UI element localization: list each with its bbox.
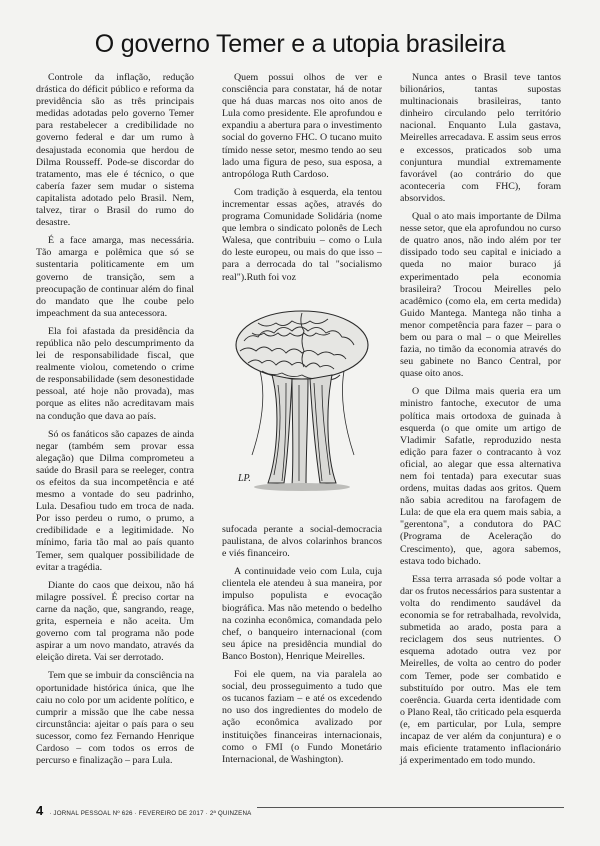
paragraph: Diante do caos que deixou, não há milagre possível. É preciso cortar na carne da nação, que, sangrando, reage, grita, esperneia e não aceita. Um governo com tal programa não pode aspirar a um novo mandato, através da eleição direta. Vai ser derrotado. xyxy=(36,579,194,664)
article-column-2-lower xyxy=(222,524,382,772)
article-column-1 xyxy=(36,72,194,773)
publication-info: · JORNAL PESSOAL Nº 626 · FEVEREIRO DE 2017 · 2ª QUINZENA xyxy=(49,810,252,817)
paragraph: Essa terra arrasada só pode voltar a dar os frutos necessários para sustentar a volta do rendimento saudável da economia se for retrabalhada, revolvida, submetida ao arado, posta para a reciclagem dos seus nutrientes. O esquema adotado outra vez por Meirelles, de volta ao centro do poder com Temer, pode ser combatido e substituído por outro. Mas ele tem coerência. Guarda certa identidade com o Plano Real, tão criticado pela esquerda (e, em particular, por Lula, sempre incapaz de ver além da conjuntura) e o mais eficiente tratamento inflacionário já experimentado em todo mundo. xyxy=(400,573,561,767)
brain-tree-illustration xyxy=(222,305,382,513)
paragraph: sufocada perante a social-democracia paulistana, de alvos colarinhos brancos e viés financeiro. xyxy=(222,524,382,560)
paragraph: O que Dilma mais queria era um ministro fantoche, executor de uma política mais ortodoxa de guinada à esquerda (o que omite um artigo de Vladimir Safatle, reproduzido nesta edição para fazer o contracanto à voz oficial, ao alegar que essa alternativa nem foi tentada) para executar suas ordens, muitas dadas aos gritos. Quem não sabia acreditou na farofagem de Lula: de que ela era quem mais sabia, a "gerentona", a condutora do PAC (Programa de Aceleração do Crescimento), que, agora sabemos, estava todo bichado. xyxy=(400,386,561,567)
paragraph: Tem que se imbuir da consciência na oportunidade histórica única, que lhe caiu no colo por um acidente político, e cumprir a missão que lhe cabe nessa circunstância: ajeitar o país para o seu sucessor, como fez Fernando Henrique Cardoso – com todos os erros de percurso e finalização – para Lula. xyxy=(36,670,194,767)
page-footer xyxy=(36,803,257,819)
paragraph: Ela foi afastada da presidência da república não pelo descumprimento da lei de responsabilidade fiscal, que realmente violou, cometendo o crime de responsabilidade (sem desonestidade pessoal, até hoje não provada), mas porque as elites não acreditavam mais na condução que dava ao país. xyxy=(36,325,194,422)
artist-signature: LP. xyxy=(238,473,251,484)
page-number: 4 xyxy=(36,803,44,818)
article-title: O governo Temer e a utopia brasileira xyxy=(94,30,506,58)
paragraph: Quem possui olhos de ver e consciência para constatar, há de notar que há duas marcas nos oito anos de Lula como presidente. Ele aprofundou e expandiu a abertura para o investimento social do governo FHC. O tucano muito tímido nesse setor, mesmo tendo ao seu lado uma figura de peso, sua esposa, a antropóloga Ruth Cardoso. xyxy=(222,72,382,180)
paragraph: Com tradição à esquerda, ela tentou incrementar essas ações, através do programa Comunidade Solidária (nome que lembra o sindicato polonês de Lech Walesa, que contribuiu – como o Lula do leste europeu, ou mais do que isso – para a derrocada do tal "socialismo real").Ruth foi voz xyxy=(222,186,382,283)
paragraph: É a face amarga, mas necessária. Tão amarga e polêmica que só se sustentaria politicamente em um governo de transição, sem a preocupação de continuar além do final do mandato que lhe coube pelo impeachment da sua antecessora. xyxy=(36,235,194,319)
paragraph: Foi ele quem, na via paralela ao social, deu prosseguimento a tudo que os tucanos faziam – e até os excedendo no uso dos ingredientes do modelo de ação econômica avalizado por instituições financeiras internacionais, como o FMI (o Fundo Monetário Internacional, de Washington). xyxy=(222,669,382,765)
paragraph: A continuidade veio com Lula, cuja clientela ele atendeu à sua maneira, por impulso populista e evocação biográfica. Mas não metendo o bedelho na cozinha econômica, comandada pelo chef, o banqueiro internacional (com seu ápice na presidência mundial do Banco Boston), Henrique Meirelles. xyxy=(222,566,382,662)
article-column-3 xyxy=(400,72,561,773)
paragraph: Controle da inflação, redução drástica do déficit público e reforma da previdência são as três principais medidas adotadas pelo governo Temer para restabelecer a credibilidade no governo federal e dar um rumo à desajustada economia que herdou de Dilma Rousseff. Pode-se discordar do tratamento, mas ele é técnico, o que cabería fazer sem mudar o sistema capitalista adotado pelo Brasil. Nem, talvez, tirar o Brasil do rumo do desastre. xyxy=(36,72,194,229)
paragraph: Só os fanáticos são capazes de ainda negar (também sem provar essa alegação) que Dilma comprometeu a saúde do Brasil para se reeleger, contra os efeitos da sua incompetência e até mesmo a vontade do seu padrinho, Lula. Desafiou tudo em troca de nada. Por isso perdeu o rumo, o prumo, a credibilidade e a legitimidade. No mínimo, faria tão mal ao país quanto Temer, sem qualquer possibilidade de evitar a tragédia. xyxy=(36,428,194,573)
paragraph: Nunca antes o Brasil teve tantos bilionários, tantas supostas multinacionais brasileiras, tanto dinheiro circulando pelo território nacional. Enquanto Lula gastava, Meirelles arrecadava. E assim seus erros e excessos, praticados sob uma conjuntura mundial extremamente favorável (ao contrário do que aconteceria com FHC), foram absorvidos. xyxy=(400,72,561,204)
paragraph: Qual o ato mais importante de Dilma nesse setor, que ela aprofundou no curso de quatro anos, não indo além por ter dissipado todo seu capital e iniciado a queda no maior buraco já experimentado pela economia brasileira? Trocou Meirelles pelo acadêmico (como ela, em certa medida) Guido Mantega. Mantega não tinha a menor competência para fazer – para o bem ou para o mal – o que Meirelles fazia, no timão da economia através do seu gabinete no Banco Central, por quase oito anos. xyxy=(400,211,561,380)
brain-tree-image xyxy=(222,305,382,513)
